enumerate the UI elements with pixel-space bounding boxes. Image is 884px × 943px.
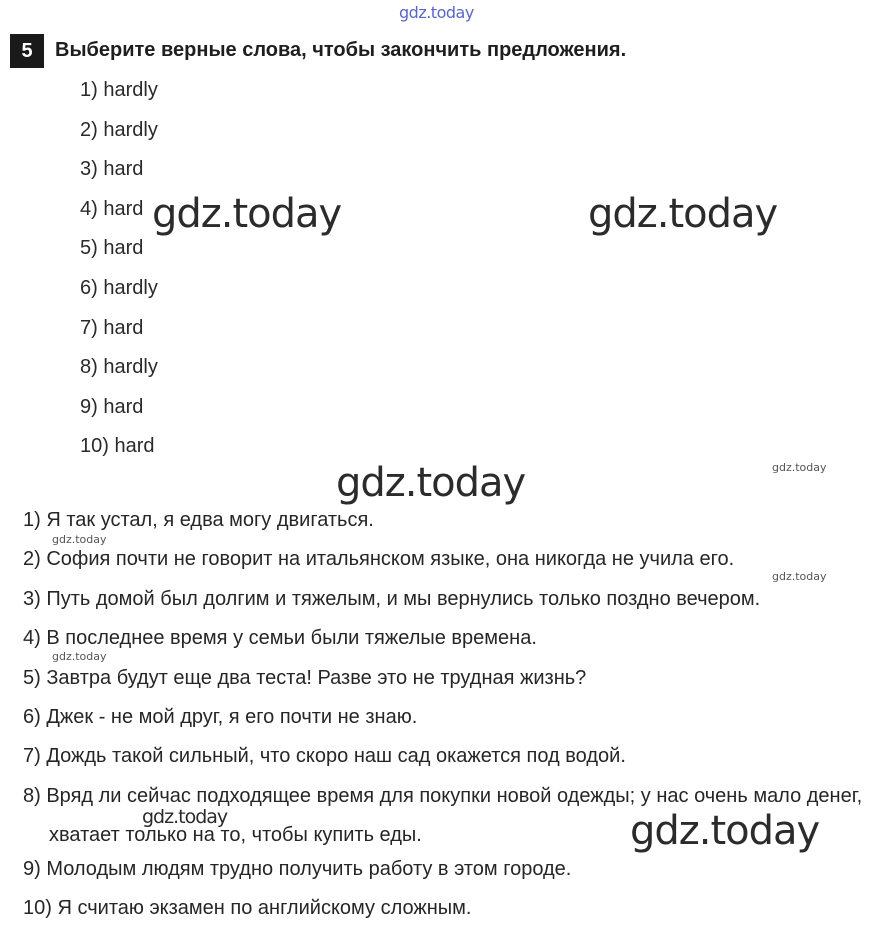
translation-item: 8) Вряд ли сейчас подходящее время для покупки новой одежды; у нас очень мало денег, хватает только на то, чтобы купить еды. [23, 784, 863, 846]
watermark-small: gdz.today [772, 461, 827, 474]
translation-item: 10) Я считаю экзамен по английскому сложным. [23, 896, 472, 919]
answer-item: 9) hard [80, 395, 144, 418]
translation-item: 2) София почти не говорит на итальянском языке, она никогда не учила его. [23, 548, 735, 571]
task-title: Выберите верные слова, чтобы закончить предложения. [55, 39, 627, 61]
watermark-small: gdz.today [52, 533, 107, 546]
watermark: gdz.today [152, 191, 342, 237]
answer-item: 10) hard [80, 435, 155, 458]
watermark-medium: gdz.today [142, 806, 228, 828]
translation-item: 6) Джек - не мой друг, я его почти не знаю. [23, 705, 418, 728]
translation-item: 1) Я так устал, я едва могу двигаться. [23, 509, 374, 531]
answer-item: 6) hardly [80, 276, 158, 299]
translations-list [23, 507, 873, 934]
watermark: gdz.today [336, 460, 526, 506]
answer-item: 4) hard [80, 197, 144, 220]
watermark: gdz.today [630, 808, 820, 854]
answer-item: 3) hard [80, 158, 144, 181]
answer-item: 5) hard [80, 237, 144, 260]
translation-item: 7) Дождь такой сильный, что скоро наш сад окажется под водой. [23, 745, 626, 768]
answer-item: 8) hardly [80, 356, 158, 379]
translation-item: 4) В последнее время у семьи были тяжелые времена. [23, 627, 537, 650]
task-number-badge: 5 [10, 34, 44, 68]
header-watermark: gdz.today [399, 3, 474, 22]
translation-item: 9) Молодым людям трудно получить работу в этом городе. [23, 857, 572, 880]
answer-item: 7) hard [80, 316, 144, 339]
translation-item: 3) Путь домой был долгим и тяжелым, и мы вернулись только поздно вечером. [23, 587, 761, 610]
answer-item: 1) hardly [80, 79, 158, 101]
watermark-small: gdz.today [772, 570, 827, 583]
translation-item: 5) Завтра будут еще два теста! Разве это не трудная жизнь? [23, 666, 587, 689]
answers-list [80, 78, 158, 474]
watermark-small: gdz.today [52, 650, 107, 663]
answer-item: 2) hardly [80, 118, 158, 141]
watermark: gdz.today [588, 191, 778, 237]
